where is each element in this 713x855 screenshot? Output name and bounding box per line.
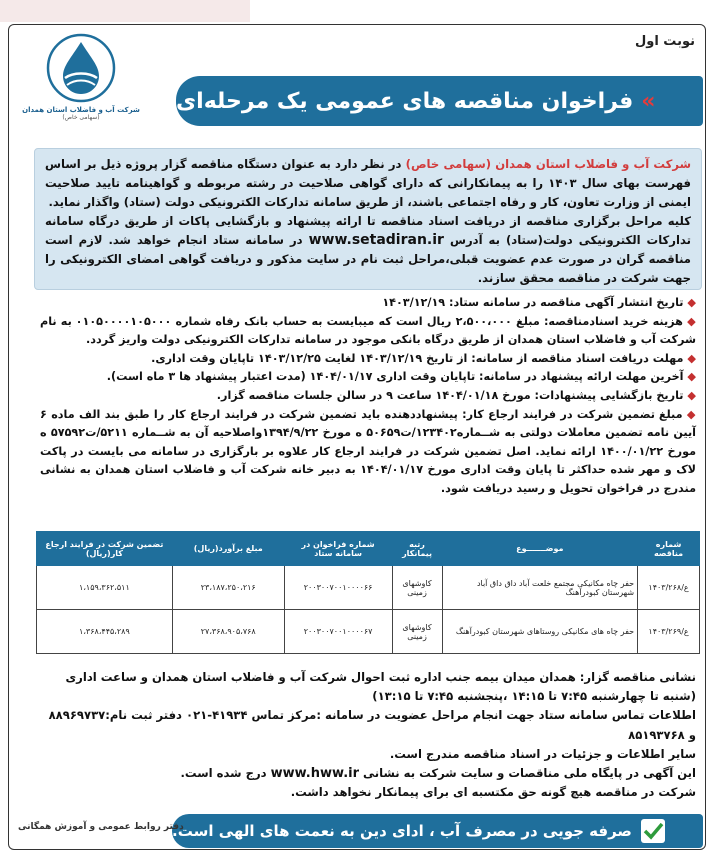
setad-phone-text: اطلاعات تماس سامانه ستاد جهت انجام مراحل عضویت در سامانه :مرکز تماس ۴۱۹۳۴-۰۲۱ دفتر ثبت نام:۸۸۹۶۹۷۳۷ و ۸۵۱۹۳۷۶۸ xyxy=(48,708,696,742)
more-info-text: سایر اطلاعات و جزئیات در اسناد مناقصه مندرج است. xyxy=(389,746,696,761)
table-cell: ع/۱۴۰۳/۲۶۸ xyxy=(638,566,700,610)
detail-item xyxy=(40,313,696,350)
tender-table xyxy=(36,531,700,654)
checkmark-icon xyxy=(640,818,666,844)
logo-company-name: شرکت آب و فاضلاب استان همدان xyxy=(22,106,140,114)
detail-text: تاریخ انتشار آگهی مناقصه در سامانه ستاد: ۱۴۰۳/۱۲/۱۹ xyxy=(382,296,684,309)
footer-slogan: صرفه جویی در مصرف آب ، ادای دین به نعمت های الهی است. xyxy=(172,822,632,840)
bullet-icon: ◆ xyxy=(687,388,696,402)
col-header: موضـــــــوع xyxy=(442,532,638,566)
address-text: نشانی مناقصه گزار: همدان میدان بیمه جنب اداره ثبت احوال شرکت آب و فاضلاب استان همدان و ساعت اداری (شنبه تا چهارشنبه ۷:۴۵ تا ۱۴:۱۵ ،پنجشنبه ۷:۴۵ تا ۱۳:۱۵) xyxy=(65,670,696,704)
detail-item xyxy=(40,406,696,499)
intro-paragraph-1: در نظر دارد به عنوان دستگاه مناقصه گزار پروژه ذیل بر اساس فهرست بهای سال ۱۴۰۳ را به پیمانکارانی که دارای گواهی صلاحیت در رشته مربوطه و گواهینامه تایید صلاحیت ایمنی از وزارت تعاون، کار و رفاه اجتماعی باشند، از طریق سامانه تدارکات الکترونیکی دولت (ستاد) واگذار نماید. xyxy=(45,157,691,209)
setad-url-link[interactable]: www.setadiran.ir xyxy=(308,232,444,248)
table-row xyxy=(37,610,700,654)
detail-item xyxy=(40,368,696,387)
note-text: شرکت در مناقصه هیچ گونه حق مکتسبه ای برای پیمانکار نخواهد داشت. xyxy=(290,785,696,800)
table-cell: کاوشهای زمینی xyxy=(392,566,442,610)
bullet-icon: ◆ xyxy=(687,370,696,384)
col-header: تضمین شرکت در فرایند ارجاع کار(ریال) xyxy=(37,532,173,566)
detail-item xyxy=(40,350,696,369)
table-cell: ۲۳،۱۸۷،۲۵۰،۲۱۶ xyxy=(172,566,284,610)
footer-banner xyxy=(172,814,703,848)
water-drop-logo-icon xyxy=(41,32,121,104)
table-cell: ۲۰۰۳۰۰۷۰۰۱۰۰۰۰۶۷ xyxy=(284,610,392,654)
table-cell: ۱،۳۶۸،۴۴۵،۲۸۹ xyxy=(37,610,173,654)
detail-text: تاریخ بازگشایی پیشنهادات: مورخ ۱۴۰۴/۰۱/۱۸ ساعت ۹ در سالن جلسات مناقصه گزار. xyxy=(216,388,684,402)
table-cell: ۲۷،۳۶۸،۹۰۵،۷۶۸ xyxy=(172,610,284,654)
company-logo xyxy=(22,32,140,132)
logo-company-sub: (سهامی خاص) xyxy=(62,114,100,121)
page-title: فراخوان مناقصه های عمومی یک مرحله‌ای xyxy=(176,88,634,114)
intro-paragraph-2a: کلیه مراحل برگزاری مناقصه از دریافت اسناد مناقصه تا ارائه پیشنهاد و بازگشایی پاکات از طریق درگاه سامانه تدارکات الکترونیکی دولت(ستاد) به آدرس xyxy=(45,214,691,247)
bullet-icon: ◆ xyxy=(687,296,696,309)
detail-text: هزینه خرید اسنادمناقصه: مبلغ ۲،۵۰۰،۰۰۰ ریال است که میبایست به حساب بانک رفاه شماره ۰۱۰۵۰۰۰۰۱۰۵۰۰۰ به نام شرکت آب و فاضلاب استان همدان از طریق درگاه بانکی موجود در سامانه تدارکات الکترونیکی دولت واریز گردد. xyxy=(40,314,696,347)
portal-line xyxy=(40,764,696,783)
hww-url-link[interactable]: www.hww.ir xyxy=(270,766,359,782)
contact-info xyxy=(34,668,702,802)
detail-text: مبلغ تضمین شرکت در فرایند ارجاع کار: پیشنهاددهنده باید تضمین شرکت در فرایند ارجاع کار را طبق بند الف ماده ۶ آیین نامه تضمین معاملات دولتی به شــماره۱۲۳۴۰۲/ت۵۰۶۵۹ ه مورخ ۱۳۹۴/۹/۲۲واصلاحیه آن به شــماره ۵۲۱۱/ت۵۷۵۹۲ ه مورخ ۱۴۰۰/۰۱/۲۲ ارائه نماید. اصل تضمین شرکت در فرایند ارجاع کار علاوه بر بارگزاری در سامانه می بایست در پاکت لاک و مهر شده حداکثر تا پایان وقت اداری مورخ ۱۴۰۴/۰۱/۱۷ به دبیر خانه شرکت آب و فاضلاب استان همدان به نشانی مندرج در فراخوان تحویل و رسید دریافت شود. xyxy=(40,407,697,495)
detail-text: آخرین مهلت ارائه پیشنهاد در سامانه: تاپایان وقت اداری ۱۴۰۴/۰۱/۱۷ (مدت اعتبار پیشنهاد ها ۳ ماه است). xyxy=(106,370,684,384)
bullet-icon: ◆ xyxy=(686,407,696,421)
table-cell: کاوشهای زمینی xyxy=(392,610,442,654)
table-cell: ع/۱۴۰۳/۲۶۹ xyxy=(638,610,700,654)
portal-text: این آگهی در پایگاه ملی مناقصات و سایت شرکت به نشانی xyxy=(359,766,696,781)
col-header: شماره فراخوان در سامانه ستاد xyxy=(284,532,392,566)
table-cell: ۱،۱۵۹،۳۶۲،۵۱۱ xyxy=(37,566,173,610)
col-header: رتبه پیمانکار xyxy=(392,532,442,566)
footer-office-label: دفتر روابط عمومی و آموزش همگانی xyxy=(18,822,184,832)
details-list xyxy=(34,294,702,499)
table-header-row xyxy=(37,532,700,566)
detail-text: مهلت دریافت اسناد مناقصه از سامانه: از تاریخ ۱۴۰۳/۱۲/۱۹ لغایت ۱۴۰۳/۱۲/۲۵ تاپایان وقت اداری. xyxy=(151,351,684,365)
table-cell: ۲۰۰۳۰۰۷۰۰۱۰۰۰۰۶۶ xyxy=(284,566,392,610)
intro-box xyxy=(34,148,702,290)
bullet-icon: ◆ xyxy=(687,351,696,365)
round-label: نوبت اول xyxy=(634,34,695,49)
bullet-icon: ◆ xyxy=(687,314,696,328)
table-row xyxy=(37,566,700,610)
table-cell: حفر چاه مکانیکی مجتمع خلعت آباد داق داق آباد شهرستان کبودرآهنگ xyxy=(442,566,638,610)
detail-item xyxy=(40,387,696,406)
company-name: شرکت آب و فاضلاب استان همدان (سهامی خاص) xyxy=(405,157,691,171)
table-cell: حفر چاه های مکانیکی روستاهای شهرستان کبودرآهنگ xyxy=(442,610,638,654)
col-header: شماره مناقصه xyxy=(638,532,700,566)
col-header: مبلغ برآورد(ریال) xyxy=(172,532,284,566)
chevron-icon: » xyxy=(641,88,656,114)
detail-item xyxy=(40,294,696,313)
portal-text-end: درج شده است. xyxy=(180,766,271,781)
intro-paragraph-2b: در سامانه ستاد انجام خواهد شد. لازم است مناقصه گران در صورت عدم عضویت قبلی،مراحل ثبت نام در سایت مذکور و دریافت گواهی امضای الکترونیکی را جهت شرکت در مناقصه محقق سازند. xyxy=(45,233,691,285)
watermark-strip xyxy=(0,0,250,22)
title-banner xyxy=(176,76,703,126)
